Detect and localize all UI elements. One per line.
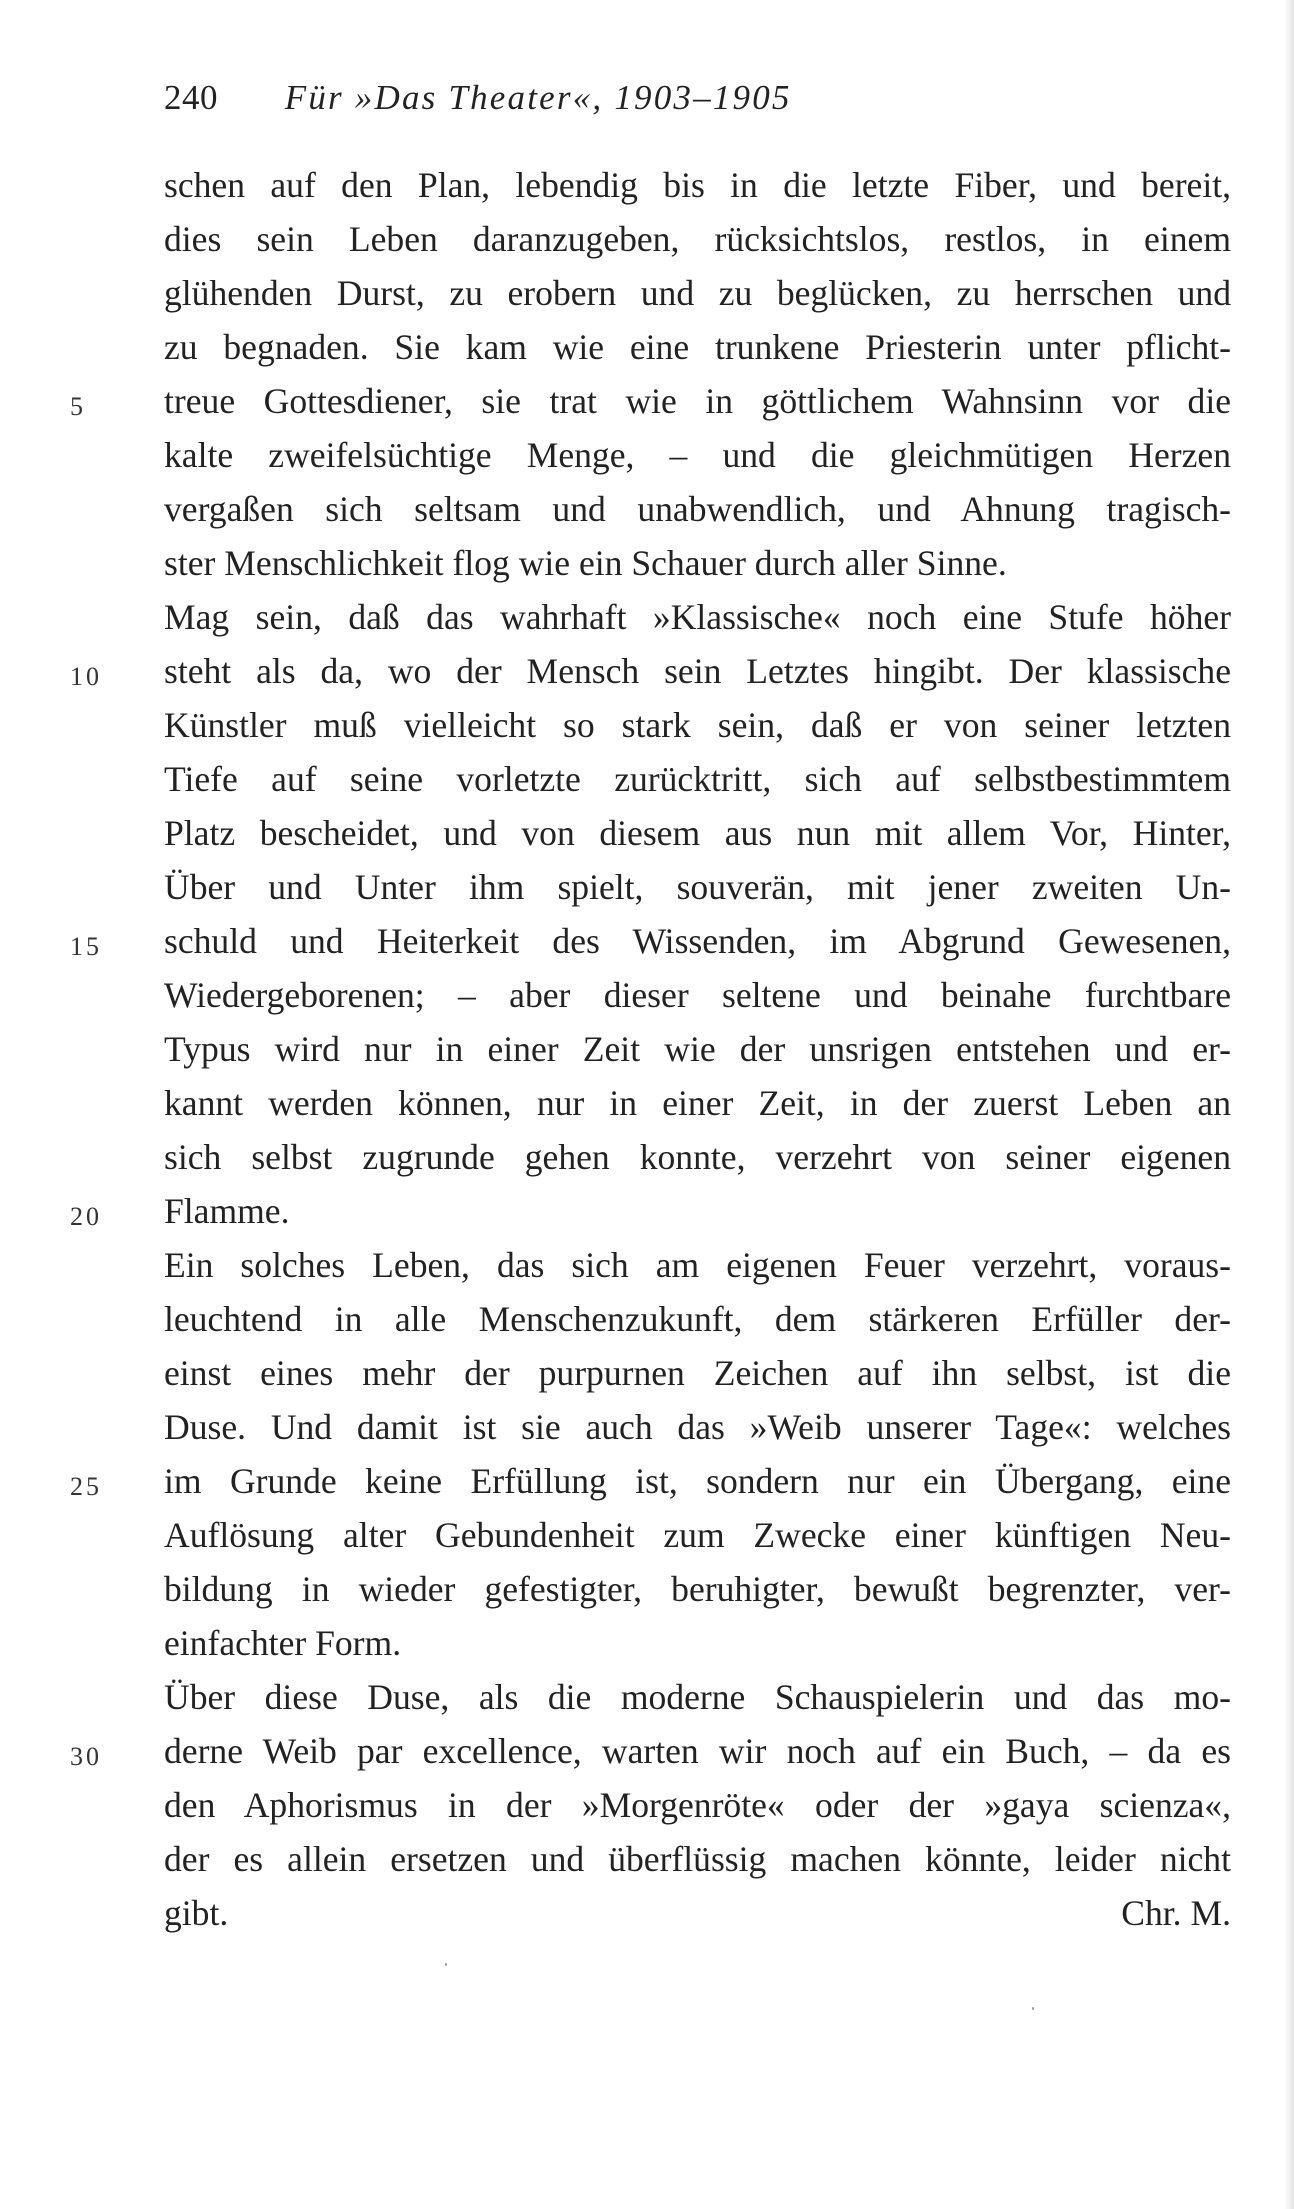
line-number: 15 (70, 932, 102, 961)
line-text: Künstler muß vielleicht so stark sein, daß er von seiner letzten (164, 705, 1231, 745)
paper-speck (1032, 2007, 1034, 2010)
text-line (164, 1346, 1231, 1400)
line-text: zu begnaden. Sie kam wie eine trunkene Priesterin unter pflicht- (164, 327, 1231, 367)
line-text: kalte zweifelsüchtige Menge, – und die gleichmütigen Herzen (164, 435, 1231, 475)
line-text: schen auf den Plan, lebendig bis in die letzte Fiber, und bereit, (164, 165, 1231, 205)
text-line (164, 590, 1231, 644)
text-line (70, 1184, 1231, 1238)
text-line (164, 860, 1231, 914)
line-text: derne Weib par excellence, warten wir noch auf ein Buch, – da es (164, 1731, 1231, 1771)
text-line (164, 428, 1231, 482)
line-text: ster Menschlichkeit flog wie ein Schauer durch aller Sinne. (164, 543, 1007, 583)
line-text: Über diese Duse, als die moderne Schauspielerin und das mo- (164, 1677, 1231, 1717)
running-title: Für »Das Theater«, 1903–1905 (284, 78, 792, 117)
text-line (164, 1400, 1231, 1454)
line-text: glühenden Durst, zu erobern und zu beglücken, zu herrschen und (164, 273, 1231, 313)
line-text: sich selbst zugrunde gehen konnte, verzehrt von seiner eigenen (164, 1137, 1231, 1177)
page-edge-shadow (1284, 0, 1294, 2209)
text-line (164, 1292, 1231, 1346)
body-text (70, 158, 1231, 1940)
text-line (70, 374, 1231, 428)
text-line (70, 914, 1231, 968)
line-text: Flamme. (164, 1191, 290, 1231)
text-line (164, 482, 1231, 536)
text-line (70, 1724, 1231, 1778)
line-text: steht als da, wo der Mensch sein Letztes hingibt. Der klassische (164, 651, 1231, 691)
author-signature: Chr. M. (1121, 1893, 1231, 1933)
text-line (164, 266, 1231, 320)
line-text: einfachter Form. (164, 1623, 402, 1663)
text-line (70, 644, 1231, 698)
line-text: Ein solches Leben, das sich am eigenen Feuer verzehrt, voraus- (164, 1245, 1231, 1285)
line-text: schuld und Heiterkeit des Wissenden, im Abgrund Gewesenen, (164, 921, 1231, 961)
line-number: 5 (70, 392, 86, 421)
line-number: 10 (70, 662, 102, 691)
closing-text: gibt. (164, 1893, 229, 1933)
line-text: Über und Unter ihm spielt, souverän, mit jener zweiten Un- (164, 867, 1231, 907)
line-text: bildung in wieder gefestigter, beruhigter, bewußt begrenzter, ver- (164, 1569, 1231, 1609)
line-text: Platz bescheidet, und von diesem aus nun mit allem Vor, Hinter, (164, 813, 1231, 853)
line-text: treue Gottesdiener, sie trat wie in göttlichem Wahnsinn vor die (164, 381, 1231, 421)
text-line (164, 1130, 1231, 1184)
text-line (164, 536, 1231, 590)
closing-line (164, 1886, 1231, 1940)
text-line (164, 698, 1231, 752)
text-line (164, 1562, 1231, 1616)
text-line (164, 1778, 1231, 1832)
line-text: Tiefe auf seine vorletzte zurücktritt, sich auf selbstbestimmtem (164, 759, 1231, 799)
line-text: leuchtend in alle Menschenzukunft, dem stärkeren Erfüller der- (164, 1299, 1231, 1339)
text-line (70, 1454, 1231, 1508)
line-text: Duse. Und damit ist sie auch das »Weib unserer Tage«: welches (164, 1407, 1231, 1447)
page-number: 240 (164, 78, 218, 117)
text-line (164, 158, 1231, 212)
line-text: im Grunde keine Erfüllung ist, sondern nur ein Übergang, eine (164, 1461, 1231, 1501)
line-text: dies sein Leben daranzugeben, rücksichtslos, restlos, in einem (164, 219, 1231, 259)
line-number: 25 (70, 1472, 102, 1501)
text-line (164, 320, 1231, 374)
text-line (164, 1670, 1231, 1724)
line-text: kannt werden können, nur in einer Zeit, in der zuerst Leben an (164, 1083, 1231, 1123)
paper-speck (445, 1963, 447, 1966)
text-line (164, 212, 1231, 266)
line-text: Typus wird nur in einer Zeit wie der unsrigen entstehen und er- (164, 1029, 1231, 1069)
line-number: 20 (70, 1202, 102, 1231)
line-text: den Aphorismus in der »Morgenröte« oder der »gaya scienza«, (164, 1785, 1231, 1825)
line-text: Mag sein, daß das wahrhaft »Klassische« noch eine Stufe höher (164, 597, 1231, 637)
page-header (164, 72, 792, 124)
text-line (164, 1238, 1231, 1292)
text-line (164, 1832, 1231, 1886)
text-line (164, 752, 1231, 806)
text-line (164, 806, 1231, 860)
line-text: vergaßen sich seltsam und unabwendlich, und Ahnung tragisch- (164, 489, 1231, 529)
line-number: 30 (70, 1742, 102, 1771)
text-line (164, 1022, 1231, 1076)
line-text: Wiedergeborenen; – aber dieser seltene und beinahe furchtbare (164, 975, 1231, 1015)
text-line (164, 1508, 1231, 1562)
line-text: Auflösung alter Gebundenheit zum Zwecke einer künftigen Neu- (164, 1515, 1231, 1555)
line-text: der es allein ersetzen und überflüssig machen könnte, leider nicht (164, 1839, 1231, 1879)
text-line (164, 1076, 1231, 1130)
text-line (164, 1616, 1231, 1670)
line-text: einst eines mehr der purpurnen Zeichen auf ihn selbst, ist die (164, 1353, 1231, 1393)
text-line (164, 968, 1231, 1022)
